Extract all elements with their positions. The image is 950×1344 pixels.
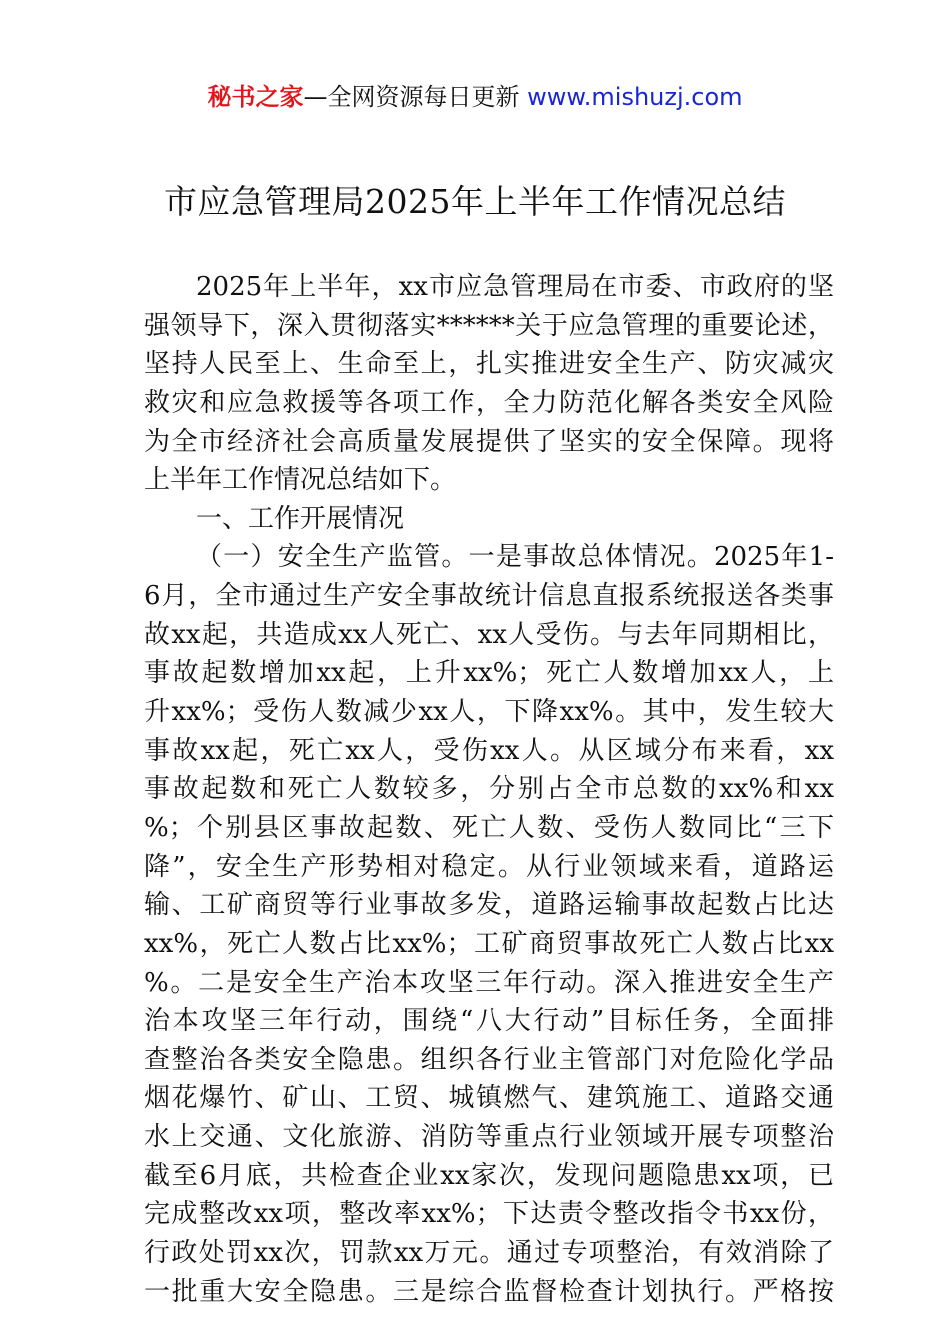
text-line: 强领导下，深入贯彻落实******关于应急管理的重要论述， [144, 310, 834, 341]
text-line: %。二是安全生产治本攻坚三年行动。深入推进安全生产 [144, 967, 834, 998]
document-title: 市应急管理局2025年上半年工作情况总结 [164, 182, 786, 221]
text-line: 故xx起，共造成xx人死亡、xx人受伤。与去年同期相比， [144, 619, 834, 650]
text-line: %；个别县区事故起数、死亡人数、受伤人数同比“三下 [144, 812, 834, 843]
text-line: 行政处罚xx次，罚款xx万元。通过专项整治，有效消除了 [144, 1238, 834, 1269]
text-line: 输、工矿商贸等行业事故多发，道路运输事故起数占比达 [144, 890, 834, 921]
text-line: 查整治各类安全隐患。组织各行业主管部门对危险化学品 [144, 1044, 834, 1075]
text-line: 救灾和应急救援等各项工作，全力防范化解各类安全风险 [144, 387, 834, 418]
text-line: 为全市经济社会高质量发展提供了坚实的安全保障。现将 [144, 426, 834, 457]
text-line: 完成整改xx项，整改率xx%；下达责令整改指令书xx份， [144, 1199, 834, 1230]
text-line: 治本攻坚三年行动，围绕“八大行动”目标任务，全面排 [144, 1006, 834, 1037]
section-heading: 一、工作开展情况 [196, 503, 405, 534]
text-line: 截至6月底，共检查企业xx家次，发现问题隐患xx项，已 [144, 1160, 834, 1191]
text-line: 烟花爆竹、矿山、工贸、城镇燃气、建筑施工、道路交通 [144, 1083, 834, 1114]
text-line: 降”，安全生产形势相对稳定。从行业领域来看，道路运 [144, 851, 834, 882]
document-body [144, 268, 834, 1311]
site-brand: 秘书之家 [207, 83, 304, 111]
text-line: 2025年上半年，xx市应急管理局在市委、市政府的坚 [196, 272, 834, 302]
site-header [0, 80, 950, 114]
text-line: xx%，死亡人数占比xx%；工矿商贸事故死亡人数占比xx [144, 928, 834, 959]
text-line: 水上交通、文化旅游、消防等重点行业领域开展专项整治 [144, 1122, 834, 1153]
text-line: 坚持人民至上、生命至上，扎实推进安全生产、防灾减灾 [144, 349, 834, 380]
text-line: 事故起数增加xx起，上升xx%；死亡人数增加xx人，上 [144, 658, 834, 689]
text-line: 事故起数和死亡人数较多，分别占全市总数的xx%和xx [144, 774, 834, 805]
text-line: 事故xx起，死亡xx人，受伤xx人。从区域分布来看，xx [144, 735, 834, 766]
site-tagline: —全网资源每日更新 [303, 83, 520, 111]
site-url-link[interactable]: www.mishuzj.com [527, 83, 743, 111]
text-line: 上半年工作情况总结如下。 [144, 465, 457, 496]
text-line: 一批重大安全隐患。三是综合监督检查计划执行。严格按 [144, 1276, 834, 1307]
text-line: 升xx%；受伤人数减少xx人，下降xx%。其中，发生较大 [144, 697, 834, 728]
text-line: （一）安全生产监管。一是事故总体情况。2025年1- [196, 542, 834, 573]
text-line: 6月，全市通过生产安全事故统计信息直报系统报送各类事 [144, 581, 834, 612]
